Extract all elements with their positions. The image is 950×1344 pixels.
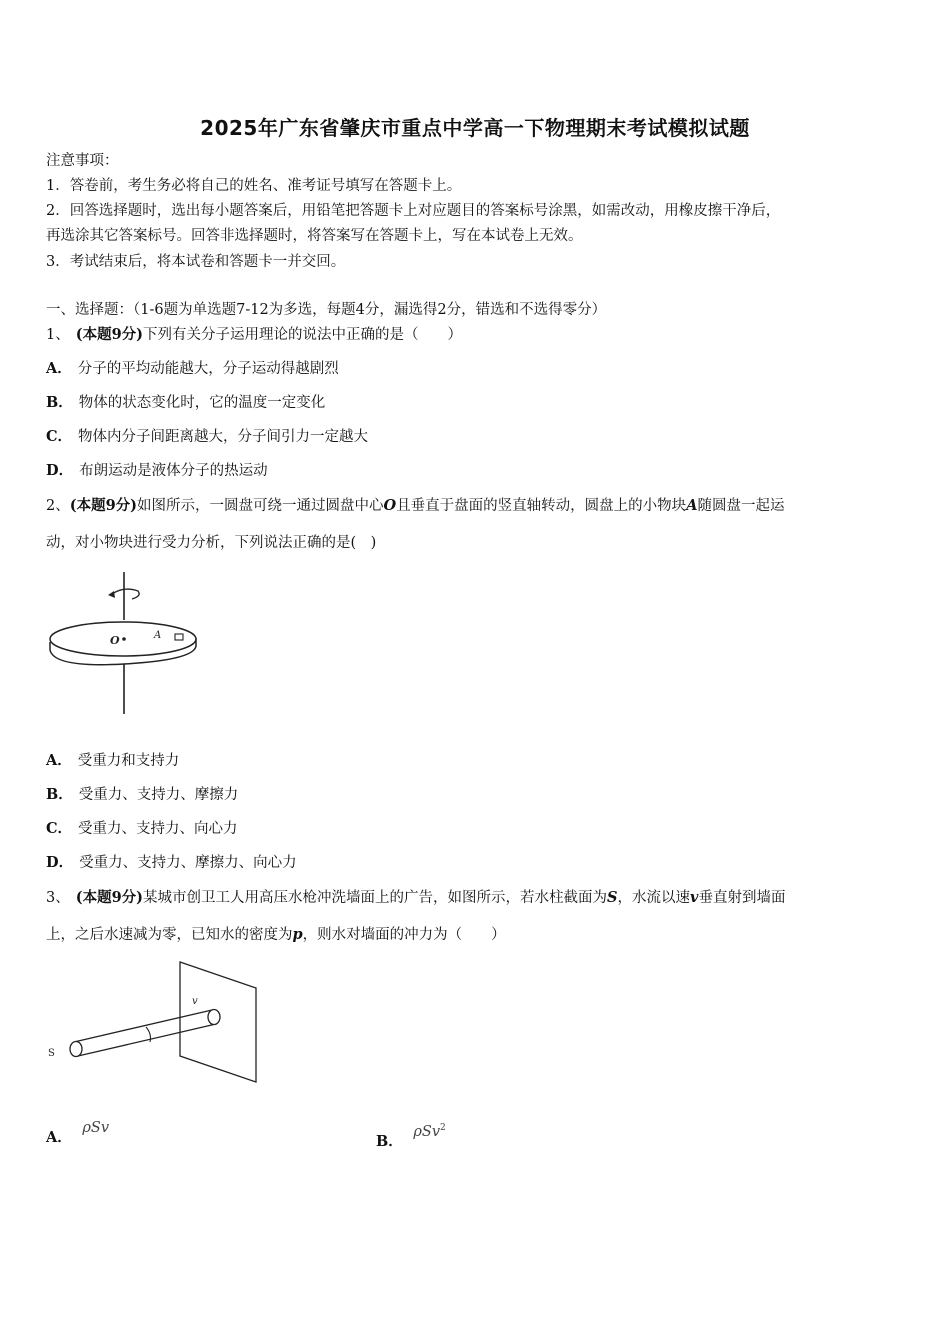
option-text: 物体的状态变化时，它的温度一定变化	[78, 395, 326, 411]
formula: ρSv	[413, 1123, 441, 1140]
option-letter: C．	[46, 820, 73, 837]
symbol-v: v	[690, 889, 699, 906]
question-text: 且垂直于盘面的竖直轴转动，圆盘上的小物块	[396, 498, 687, 514]
question-text: 上，之后水速减为零，已知水的密度为	[46, 927, 293, 943]
notice-heading: 注意事项：	[46, 153, 119, 169]
q1-option-a	[46, 359, 339, 379]
velocity-label-v: v	[192, 996, 198, 1007]
q2-option-c	[46, 819, 238, 839]
question-text: 随圆盘一起运	[697, 498, 785, 514]
option-letter: D．	[46, 462, 74, 479]
formula-exponent: 2	[440, 1123, 446, 1133]
notice-item-1: 1．答卷前，考生务必将自己的姓名、准考证号填写在答题卡上。	[46, 178, 462, 194]
symbol-s: S	[607, 889, 618, 906]
option-letter: C．	[46, 428, 73, 445]
symbol-o: O	[383, 497, 397, 514]
q2-option-d	[46, 853, 297, 873]
option-text: 布朗运动是液体分子的热运动	[79, 463, 268, 479]
q2-option-a	[46, 751, 179, 771]
option-text: 受重力、支持力、摩擦力、向心力	[79, 855, 297, 871]
option-letter: A．	[46, 1129, 72, 1146]
rotating-disk-figure	[44, 568, 214, 722]
center-label-o: O	[110, 634, 120, 647]
block-label-a: A	[154, 630, 162, 641]
question-score: (本题9分)	[75, 326, 144, 343]
question-score: (本题9分)	[75, 889, 144, 906]
notice-item-3: 3．考试结束后，将本试卷和答题卡一并交回。	[46, 254, 346, 270]
symbol-a: A	[686, 497, 698, 514]
symbol-rho: p	[292, 926, 303, 943]
formula: ρSv	[82, 1120, 110, 1136]
question-text: 垂直射到墙面	[698, 890, 786, 906]
q3-option-b	[376, 1123, 446, 1152]
notice-item-2: 2．回答选择题时，选出每小题答案后，用铅笔把答题卡上对应题目的答案标号涂黑，如需改动，用橡皮擦干净后，	[46, 203, 781, 219]
option-text: 受重力、支持力、向心力	[78, 821, 238, 837]
question-number: 2、	[46, 498, 70, 514]
question-number: 3、	[46, 890, 70, 906]
option-text: 分子的平均动能越大，分子运动得越剧烈	[77, 361, 339, 377]
option-letter: D．	[46, 854, 74, 871]
q1-option-c	[46, 427, 368, 447]
option-letter: A．	[46, 360, 72, 377]
question-text: ，水流以速	[617, 890, 691, 906]
section-label-s: S	[48, 1048, 55, 1059]
question-text: 如图所示，一圆盘可绕一通过圆盘中心	[137, 498, 384, 514]
question-3-stem-cont	[46, 925, 506, 945]
question-text: 某城市创卫工人用高压水枪冲洗墙面上的广告，如图所示，若水柱截面为	[143, 890, 608, 906]
option-letter: B．	[376, 1132, 403, 1150]
question-2-stem-cont	[46, 533, 376, 553]
page-title: 2025年广东省肇庆市重点中学高一下物理期末考试模拟试题	[200, 116, 750, 140]
option-letter: B．	[46, 394, 73, 411]
option-text: 受重力和支持力	[77, 753, 180, 769]
question-1-stem	[46, 325, 462, 345]
option-letter: A．	[46, 752, 72, 769]
q3-option-a	[46, 1120, 110, 1148]
section-heading: 一、选择题：（1-6题为单选题7-12为多选，每题4分，漏选得2分，错选和不选得零分）	[46, 302, 607, 318]
question-text: 动，对小物块进行受力分析，下列说法正确的是( )	[46, 535, 377, 551]
option-text: 物体内分子间距离越大，分子间引力一定越大	[78, 429, 369, 445]
water-jet-figure	[44, 958, 274, 1090]
question-3-stem	[46, 888, 785, 908]
question-number: 1、	[46, 327, 70, 343]
question-2-stem	[46, 496, 784, 516]
question-text: 下列有关分子运用理论的说法中正确的是（ ）	[143, 327, 463, 343]
option-text: 受重力、支持力、摩擦力	[78, 787, 239, 803]
question-score: (本题9分)	[69, 497, 138, 514]
notice-item-2-cont: 再选涂其它答案标号。回答非选择题时，将答案写在答题卡上，写在本试卷上无效。	[46, 228, 583, 244]
q1-option-b	[46, 393, 325, 413]
q1-option-d	[46, 461, 268, 481]
q2-option-b	[46, 785, 238, 805]
question-text: ，则水对墙面的冲力为（ ）	[302, 927, 506, 943]
option-letter: B．	[46, 786, 73, 803]
